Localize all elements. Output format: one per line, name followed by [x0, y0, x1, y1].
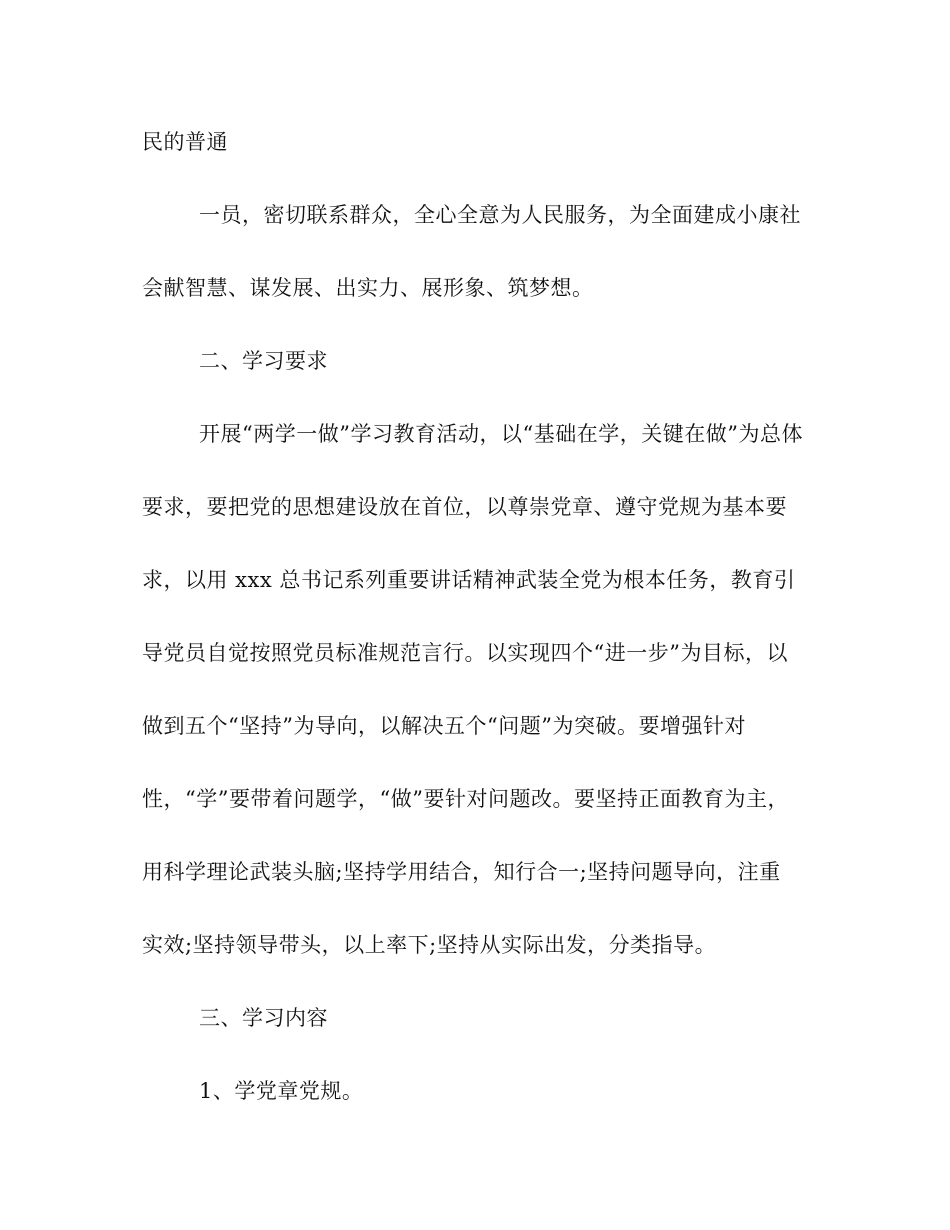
paragraph-line: 民的普通: [142, 130, 228, 154]
paragraph-line: 要求，要把党的思想建设放在首位，以尊崇党章、遵守党规为基本要: [142, 495, 787, 519]
paragraph-line: 性，“学”要带着问题学，“做”要针对问题改。要坚持正面教育为主，: [142, 787, 789, 811]
paragraph-line: 一员，密切联系群众，全心全意为人民服务，为全面建成小康社: [199, 203, 801, 227]
paragraph-line: 实效;坚持领导带头，以上率下;坚持从实际出发，分类指导。: [142, 933, 717, 957]
subsection-heading: 1、学党章党规。: [199, 1079, 364, 1103]
paragraph-line: 做到五个“坚持”为导向，以解决五个“问题”为突破。要增强针对: [142, 714, 746, 738]
section-heading: 二、学习要求: [199, 349, 328, 373]
paragraph-line: 会献智慧、谋发展、出实力、展形象、筑梦想。: [142, 276, 594, 300]
section-heading: 三、学习内容: [199, 1006, 328, 1030]
paragraph-line: 导党员自觉按照党员标准规范言行。以实现四个“进一步”为目标，以: [142, 641, 788, 665]
paragraph-line: 求，以用 xxx 总书记系列重要讲话精神武装全党为根本任务，教育引: [142, 568, 796, 592]
paragraph-line: 用科学理论武装头脑;坚持学用结合，知行合一;坚持问题导向，注重: [142, 860, 781, 884]
paragraph-line: 开展“两学一做”学习教育活动，以“基础在学，关键在做”为总体: [199, 422, 803, 446]
